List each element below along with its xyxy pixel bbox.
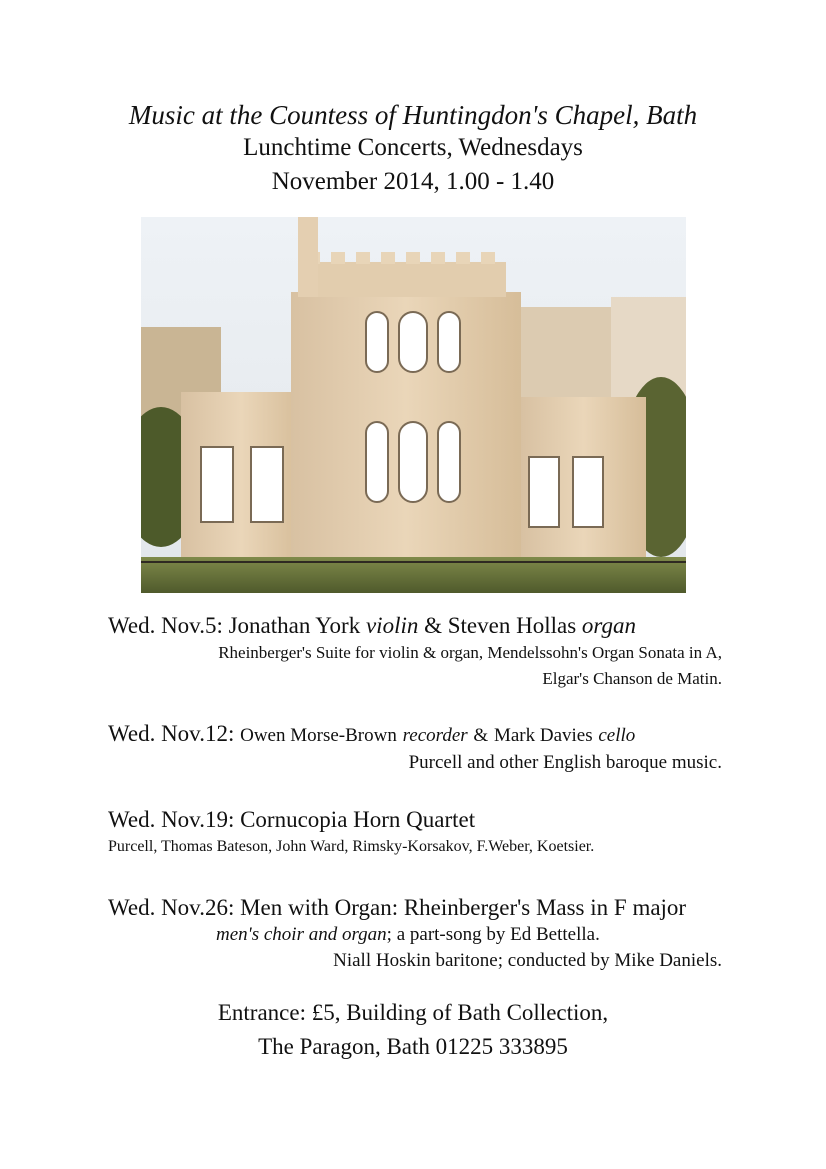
programme-line: Niall Hoskin baritone; conducted by Mike Daniels.: [333, 950, 722, 971]
programme-line: [108, 922, 722, 948]
instrument: recorder: [402, 725, 468, 746]
event-nov-5: [108, 612, 722, 692]
performer-name: Men with Organ: Rheinberger's Mass in F major: [240, 895, 687, 920]
event-date: Wed. Nov.12:: [108, 721, 235, 746]
ensemble-italic: men's choir and organ: [216, 924, 387, 945]
entrance-line: Entrance: £5, Building of Bath Collection,: [217, 1000, 609, 1025]
event-nov-12: [108, 720, 722, 776]
performer-name: Owen Morse-Brown: [240, 725, 397, 746]
programme-text: ; a part-song by Ed Bettella.: [386, 924, 600, 945]
programme-line: Rheinberger's Suite for violin & organ, Mendelssohn's Organ Sonata in A,: [218, 643, 722, 662]
performer-name: Steven Hollas: [447, 613, 577, 638]
poster-subtitle: Lunchtime Concerts, Wednesdays: [243, 134, 583, 161]
event-nov-26: [108, 894, 722, 974]
poster-title: Music at the Countess of Huntingdon's Chapel, Bath: [128, 100, 698, 130]
instrument: violin: [365, 613, 419, 638]
performer-name: Mark Davies: [493, 725, 593, 746]
ampersand: &: [473, 725, 489, 746]
event-title: [108, 612, 722, 640]
event-nov-19: [108, 806, 722, 860]
event-date: Wed. Nov.19:: [108, 807, 235, 832]
programme-line: Elgar's Chanson de Matin.: [542, 669, 722, 688]
programme-line: Purcell and other English baroque music.: [408, 752, 722, 773]
event-title: [108, 806, 722, 834]
event-date: Wed. Nov.26:: [108, 895, 235, 920]
chapel-building-photo: [141, 217, 686, 593]
performer-name: Jonathan York: [228, 613, 361, 638]
programme-line: Purcell, Thomas Bateson, John Ward, Rimsky-Korsakov, F.Weber, Koetsier.: [108, 838, 595, 855]
instrument: cello: [598, 725, 636, 746]
poster-dates: November 2014, 1.00 - 1.40: [271, 168, 555, 195]
instrument: organ: [581, 613, 637, 638]
event-title: [108, 894, 722, 922]
performer-name: Cornucopia Horn Quartet: [240, 807, 476, 832]
venue-line: The Paragon, Bath 01225 333895: [258, 1034, 568, 1059]
ampersand: &: [424, 613, 442, 638]
event-date: Wed. Nov.5:: [108, 613, 223, 638]
event-title: [108, 720, 722, 750]
